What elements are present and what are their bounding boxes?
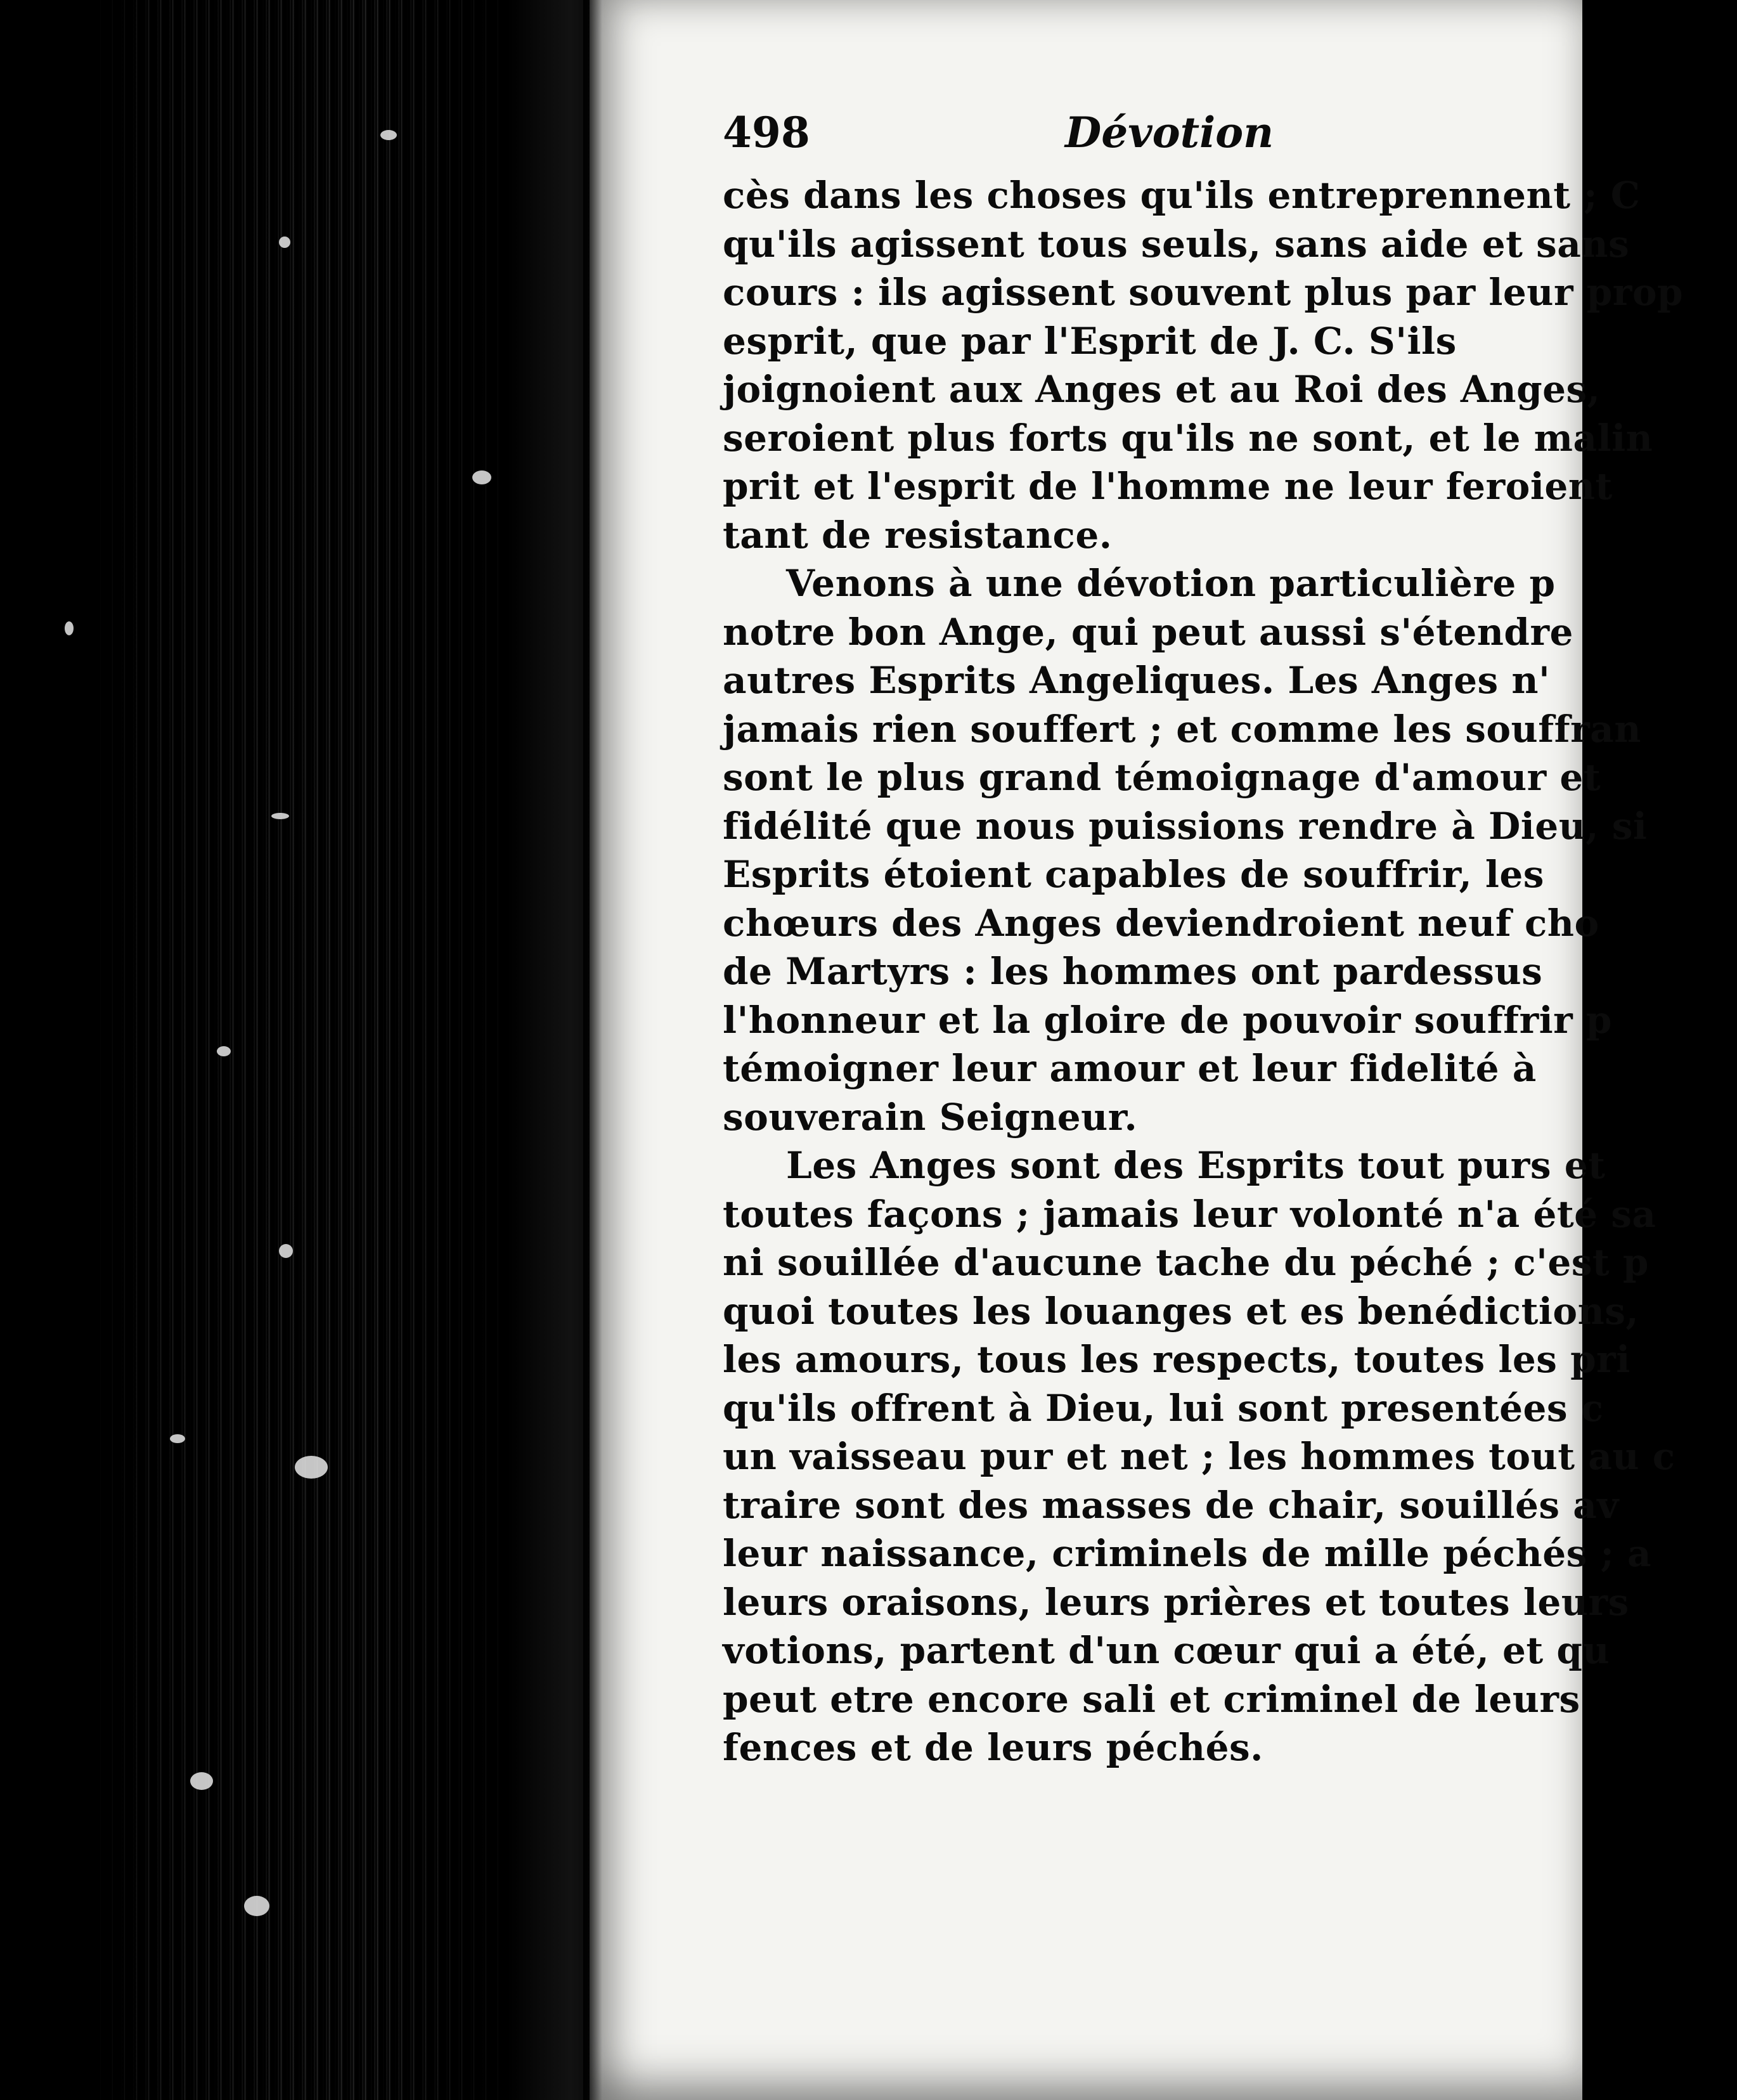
text-line: leurs oraisons, leurs prières et toutes leurs xyxy=(723,1580,1629,1624)
text-line: esprit, que par l'Esprit de J. C. S'ils xyxy=(723,319,1457,363)
text-line: toutes façons ; jamais leur volonté n'a été sa xyxy=(723,1192,1656,1236)
text-line: fences et de leurs péchés. xyxy=(723,1726,1263,1769)
text-line: seroient plus forts qu'ils ne sont, et le malin xyxy=(723,416,1653,460)
text-line: chœurs des Anges deviendroient neuf cho xyxy=(723,901,1599,945)
dust-speck xyxy=(217,1046,231,1056)
dust-speck xyxy=(190,1772,213,1790)
dust-speck xyxy=(65,621,74,635)
text-line: traire sont des masses de chair, souillés av xyxy=(723,1483,1619,1527)
text-line: fidélité que nous puissions rendre à Dieu, si xyxy=(723,804,1648,848)
text-line: ni souillée d'aucune tache du péché ; c'est p xyxy=(723,1241,1649,1284)
dust-speck xyxy=(271,813,289,819)
page-text xyxy=(723,108,1737,1772)
text-line: Venons à une dévotion particulière p xyxy=(786,562,1556,605)
text-line: tant de resistance. xyxy=(723,513,1113,557)
text-line: un vaisseau pur et net ; les hommes tout au c xyxy=(723,1435,1676,1478)
text-line: jamais rien souffert ; et comme les souffran xyxy=(723,707,1641,751)
text-line: votions, partent d'un cœur qui a été, et qu xyxy=(723,1629,1610,1672)
text-line: les amours, tous les respects, toutes les pri xyxy=(723,1338,1630,1381)
dust-speck xyxy=(295,1456,328,1479)
running-head xyxy=(723,108,1737,171)
dust-speck xyxy=(279,237,290,248)
text-line: prit et l'esprit de l'homme ne leur feroient xyxy=(723,465,1613,508)
text-line: quoi toutes les louanges et es benédictions, xyxy=(723,1289,1639,1333)
book-page xyxy=(590,0,1684,2100)
dust-speck xyxy=(380,130,397,140)
text-line: de Martyrs : les hommes ont pardessus xyxy=(723,950,1543,993)
text-line: peut etre encore sali et criminel de leurs xyxy=(723,1677,1580,1721)
text-line: qu'ils agissent tous seuls, sans aide et sans xyxy=(723,222,1630,266)
page-number: 498 xyxy=(723,108,810,157)
text-line: cès dans les choses qu'ils entreprennent ; C xyxy=(723,174,1641,217)
running-title: Dévotion xyxy=(1065,108,1274,157)
dust-speck xyxy=(279,1244,293,1258)
text-line: autres Esprits Angeliques. Les Anges n' xyxy=(723,659,1551,702)
text-line: leur naissance, criminels de mille péchés ; a xyxy=(723,1532,1652,1575)
text-line: l'honneur et la gloire de pouvoir souffrir p xyxy=(723,998,1612,1042)
text-line: témoigner leur amour et leur fidelité à xyxy=(723,1047,1537,1090)
body-text xyxy=(723,171,1737,1772)
text-line: qu'ils offrent à Dieu, lui sont presentées c xyxy=(723,1386,1604,1430)
text-line: Esprits étoient capables de souffrir, les xyxy=(723,853,1544,896)
text-line: notre bon Ange, qui peut aussi s'étendre xyxy=(723,610,1573,654)
text-line: sont le plus grand témoignage d'amour et xyxy=(723,756,1601,799)
dust-speck xyxy=(170,1434,185,1443)
dust-speck xyxy=(244,1896,269,1916)
text-line: cours : ils agissent souvent plus par leur prop xyxy=(723,271,1684,314)
dust-speck xyxy=(472,470,491,484)
text-line: Les Anges sont des Esprits tout purs et xyxy=(786,1144,1606,1187)
text-line: joignoient aux Anges et au Roi des Anges, xyxy=(723,368,1601,411)
text-line: souverain Seigneur. xyxy=(723,1095,1138,1139)
